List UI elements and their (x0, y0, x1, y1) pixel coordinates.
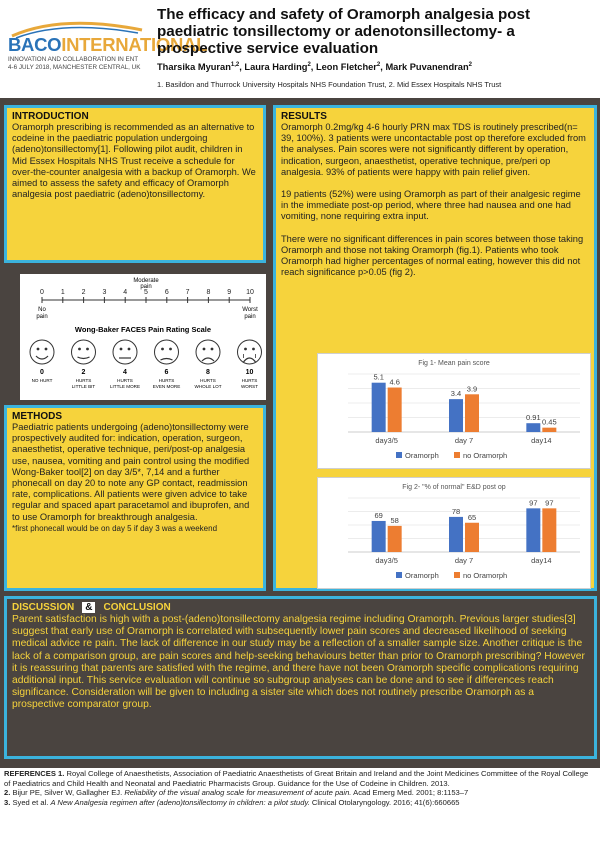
pain-scale-number: 9 (227, 289, 232, 296)
pain-face-icon (196, 340, 220, 364)
chart-legend-label: Oramorph (405, 571, 439, 580)
chart-data-label: 0.91 (526, 413, 541, 423)
worst-pain-label-2: pain (244, 314, 256, 320)
face-eye-icon (161, 348, 164, 351)
chart-bar (526, 423, 540, 432)
reference-3-title: A New Analgesia regimen after (adeno)tonsillectomy in children: a pilot study. (50, 797, 310, 807)
logo-event: 4-6 JULY 2018, MANCHESTER CENTRAL, UK (8, 64, 141, 71)
reference-1-number: 1. (58, 769, 65, 778)
face-eye-icon (128, 348, 131, 351)
author-2: Laura Harding (244, 62, 308, 73)
face-eye-icon (211, 348, 214, 351)
face-outline-icon (30, 340, 54, 364)
reference-2-authors: Bijur PE, Silver W, Gallagher EJ. (12, 788, 123, 797)
chart-bar (542, 508, 556, 552)
pain-scale-number: 3 (102, 289, 107, 296)
chart-category-label: day14 (531, 556, 552, 565)
pain-face-icon (72, 340, 96, 364)
results-text (281, 122, 589, 278)
face-number: 2 (81, 369, 86, 376)
pain-scale-number: 7 (185, 289, 190, 296)
face-label-line2: WHOLE LOT (194, 384, 222, 389)
pain-face-icon (155, 340, 179, 364)
fig2-normal-eating-chart (317, 477, 591, 589)
chart-data-label: 65 (467, 512, 477, 522)
reference-1: Royal College of Anaesthetists, Association of Paediatric Anaesthetists of Great Britain and Ireland and the Joint Medicines Committee of the Royal College of Paediatrics and Child Health and Neonatal and Paediatric Pharmacists Group. Guidance for the Use of Codeine in Children. 2013. (4, 769, 589, 788)
pain-scale-number: 5 (144, 289, 148, 296)
chart-legend-label: no Oramorph (463, 451, 508, 460)
wong-baker-pain-scale (20, 274, 266, 400)
face-outline-icon (72, 340, 96, 364)
face-eye-icon (45, 348, 48, 351)
pain-scale-number: 4 (123, 289, 128, 296)
face-label-line1: HURTS (241, 378, 258, 383)
no-pain-label: No (38, 307, 46, 313)
face-label-line2: LITTLE BIT (71, 384, 96, 389)
chart-bar (542, 428, 556, 432)
discussion-text-body: is high with a post-(adeno)tonsillectomy analgesia regime including Oramorph. Previous larger studies[3] suggest that early use of Oramorph is correlated with subsequently lower pain scores and decreased likelihood of seeking medical advice re pain. The lack of difference in our study may be a reflection of a smaller sample size. Another critique is the lack of a comparison group, are pain scores and help-seeking behaviours better than prior to Oramorph prescribing? However it is reassuring that parents are satisfied with the regime, and there have not been Oramorph specific complications requiring additional input. This service evaluation will continue so subgroup analyses can be done and to see if differences reach significance. Consideration will be given to including a sister site which does not routinely prescribe Oramorph as a prospective comparator group. (12, 614, 585, 711)
no-pain-label-2: pain (36, 314, 48, 320)
affiliation-2: Mid Essex Hospitals NHS Trust (397, 80, 502, 89)
chart-legend-label: Oramorph (405, 451, 439, 460)
face-number: 4 (123, 369, 127, 376)
face-eye-icon (244, 348, 247, 351)
chart-title: Fig 2- "% of normal" E&D post op (402, 484, 506, 491)
chart-data-label: 97 (529, 498, 538, 508)
author-1-mark: 1,2 (230, 62, 240, 68)
logo-brand-main: BACO (8, 34, 62, 55)
face-eye-icon (86, 348, 89, 351)
introduction-heading: INTRODUCTION (12, 111, 89, 122)
reference-2-source: Acad Emerg Med. 2001; 8:1153–7 (353, 788, 469, 797)
chart-bar (465, 394, 479, 432)
pain-scale-number: 1 (60, 289, 65, 296)
affiliation-list: 1. Basildon and Thurrock University Hospitals NHS Foundation Trust, 2. Mid Essex Hospitals NHS Trust (157, 80, 502, 89)
pain-scale-number: 2 (81, 289, 86, 296)
chart-category-label: day3/5 (375, 436, 398, 445)
discussion-text (12, 614, 589, 712)
face-label-line1: HURTS (75, 378, 92, 383)
chart-category-label: day14 (531, 436, 552, 445)
methods-panel (4, 405, 266, 591)
reference-3-source: Clinical Otolaryngology. 2016; 41(6):660665 (311, 797, 460, 807)
logo-tagline: INNOVATION AND COLLABORATION IN ENT (8, 56, 139, 63)
results-heading: RESULTS (281, 111, 327, 122)
chart-bar (465, 523, 479, 552)
chart-legend-label: no Oramorph (463, 571, 508, 580)
references-section (4, 769, 596, 807)
affiliation-1: Basildon and Thurrock University Hospitals NHS Foundation Trust (165, 80, 385, 89)
worst-pain-label: Worst (242, 307, 258, 313)
faces-scale-title: Wong-Baker FACES Pain Rating Scale (74, 325, 212, 334)
chart-legend-swatch (454, 452, 460, 458)
discussion-text-lead: Parent satisfaction (12, 614, 97, 625)
face-outline-icon (238, 340, 262, 364)
face-outline-icon (196, 340, 220, 364)
poster-title: The efficacy and safety of Oramorph analgesia post paediatric tonsillectomy or adenotonsillectomy- a prospective service evaluation (157, 6, 531, 57)
author-4: Mark Puvanendran (385, 62, 469, 73)
chart-legend-swatch (396, 452, 402, 458)
face-eye-icon (120, 348, 123, 351)
conclusion-title: CONCLUSION (103, 602, 171, 613)
chart-data-label: 4.6 (389, 377, 400, 387)
pain-scale-graphic (20, 274, 266, 400)
face-label-line1: HURTS (158, 378, 175, 383)
discussion-title: DISCUSSION (12, 602, 75, 613)
results-paragraph-1: Oramorph 0.2mg/kg 4-6 hourly PRN max TDS is routinely prescribed(n= 39, 100%). 3 patients were uncontactable post op therefore excluded from the analyses. Pain scores were not significantly different by operation, indication, surgeon, anaesthetist, operative technique, pre/peri op analgesia. 93% of patients were happy with pain relief given. (281, 122, 586, 177)
fig1-chart-svg (318, 354, 590, 468)
fig1-mean-pain-chart (317, 353, 591, 469)
pain-scale-number: 6 (164, 289, 169, 296)
face-label-line2: LITTLE MORE (109, 384, 141, 389)
author-1: Tharsika Myuran (157, 62, 231, 73)
chart-legend-swatch (454, 572, 460, 578)
chart-legend-swatch (396, 572, 402, 578)
chart-data-label: 5.1 (373, 372, 384, 382)
pain-scale-number: 8 (206, 289, 211, 296)
author-4-mark: 2 (468, 62, 472, 68)
pain-face-icon (113, 340, 137, 364)
reference-3-number: 3. (4, 797, 11, 807)
face-label-line1: HURTS (117, 378, 133, 383)
methods-text: Paediatric patients undergoing (adeno)tonsillectomy were prospectively audited for: indication, operation, surgeon, anaesthetist, operative technique, peri/post-op analgesia use, nausea, vomiting and pain control using the modified Wong-Baker tool[2] on day 3/5*, 7,14 and a further phonecall on day 20 to note any GP contact, readmission rate, complications. All patients were given advice to take regular and spaced apart paracetamol and ibuprofen, and to use Oramorph for breakthrough analgesia. (12, 422, 250, 522)
chart-data-label: 3.9 (466, 384, 478, 394)
reference-3-authors: Syed et al. (12, 797, 49, 807)
chart-data-label: 3.4 (450, 389, 462, 399)
references-heading: REFERENCES (4, 769, 56, 778)
face-eye-icon (252, 348, 255, 351)
face-eye-icon (203, 348, 206, 351)
affiliation-1-mark: 1 (157, 80, 162, 89)
face-label-line1: HURTS (200, 378, 216, 383)
affiliation-2-mark: 2 (388, 80, 393, 89)
face-outline-icon (113, 340, 137, 364)
chart-category-label: day 7 (454, 436, 474, 445)
introduction-text: Oramorph prescribing is recommended as an alternative to codeine in the paediatric population undergoing (adeno)tonsillectomy[1]. Following pilot audit, children in Mid Essex Hospitals NHS Trust receive a schedule for over-the-counter analgesia with a backup of Oramorph. We aimed to assess the safety and efficacy of Oramorph analgesia post paediatric (adeno)tonsillectomy. (12, 122, 256, 200)
face-eye-icon (37, 348, 40, 351)
methods-heading: METHODS (12, 411, 62, 422)
chart-category-label: day 7 (454, 556, 474, 565)
face-number: 6 (164, 369, 169, 376)
pain-scale-number: 0 (40, 289, 44, 296)
face-eye-icon (169, 348, 172, 351)
author-3: Leon Fletcher (315, 62, 377, 73)
moderate-pain-label-2: pain (140, 284, 152, 290)
ampersand-badge: & (82, 602, 95, 613)
author-list: Tharsika Myuran$^{1,2}$, Laura Harding$^2$, Leon Fletcher$^2$, Mark Puvanendran$^2$ (157, 62, 472, 73)
face-number: 8 (206, 369, 210, 376)
chart-bar (449, 517, 463, 552)
face-label-line2: WORST (240, 384, 259, 389)
chart-bar (372, 521, 386, 552)
methods-footnote: *first phonecall would be on day 5 if day 3 was a weekend (12, 523, 218, 533)
chart-data-label: 78 (451, 506, 461, 516)
pain-face-icon (238, 340, 262, 364)
author-3-mark: 2 (376, 62, 381, 68)
chart-data-label: 97 (545, 498, 554, 508)
face-outline-icon (155, 340, 179, 364)
chart-data-label: 69 (374, 510, 383, 520)
discussion-heading (12, 602, 589, 613)
chart-title: Fig 1- Mean pain score (418, 360, 490, 367)
chart-bar (449, 399, 463, 432)
results-paragraph-2: 19 patients (52%) were using Oramorph as part of their analgesic regime in the immediate post-op period, where three had nausea and one had vomiting, none requiring extra input. (281, 189, 581, 222)
reference-2-number: 2. (4, 788, 11, 797)
chart-category-label: day3/5 (375, 556, 398, 565)
chart-bar (372, 383, 386, 432)
pain-scale-number: 10 (246, 289, 254, 296)
chart-bar (526, 508, 540, 552)
discussion-panel (4, 596, 597, 759)
chart-bar (388, 526, 402, 552)
results-paragraph-3: There were no significant differences in pain scores between those taking Oramorph and those not taking Oramorph (fig.1). Patients who took Oramorph had higher percentages of normal eating, however this did not reach significance p>0.05 (fig 2). (281, 233, 584, 278)
introduction-panel (4, 105, 266, 263)
chart-data-label: 0.45 (542, 417, 557, 427)
face-number: 10 (245, 369, 254, 376)
reference-2-title: Reliability of the visual analog scale for measurement of acute pain. (124, 788, 352, 797)
face-number: 0 (40, 369, 44, 376)
chart-bar (388, 388, 402, 432)
logo-brand-accent: INTERNATIONAL (61, 34, 208, 55)
moderate-pain-label: Moderate (133, 278, 159, 284)
poster-header (0, 0, 600, 98)
face-eye-icon (78, 348, 81, 351)
chart-data-label: 58 (390, 515, 399, 525)
author-2-mark: 2 (307, 62, 311, 68)
fig2-chart-svg (318, 478, 590, 588)
face-label-line2: EVEN MORE (152, 384, 181, 389)
pain-face-icon (30, 340, 54, 364)
face-label-line1: NO HURT (31, 378, 53, 383)
